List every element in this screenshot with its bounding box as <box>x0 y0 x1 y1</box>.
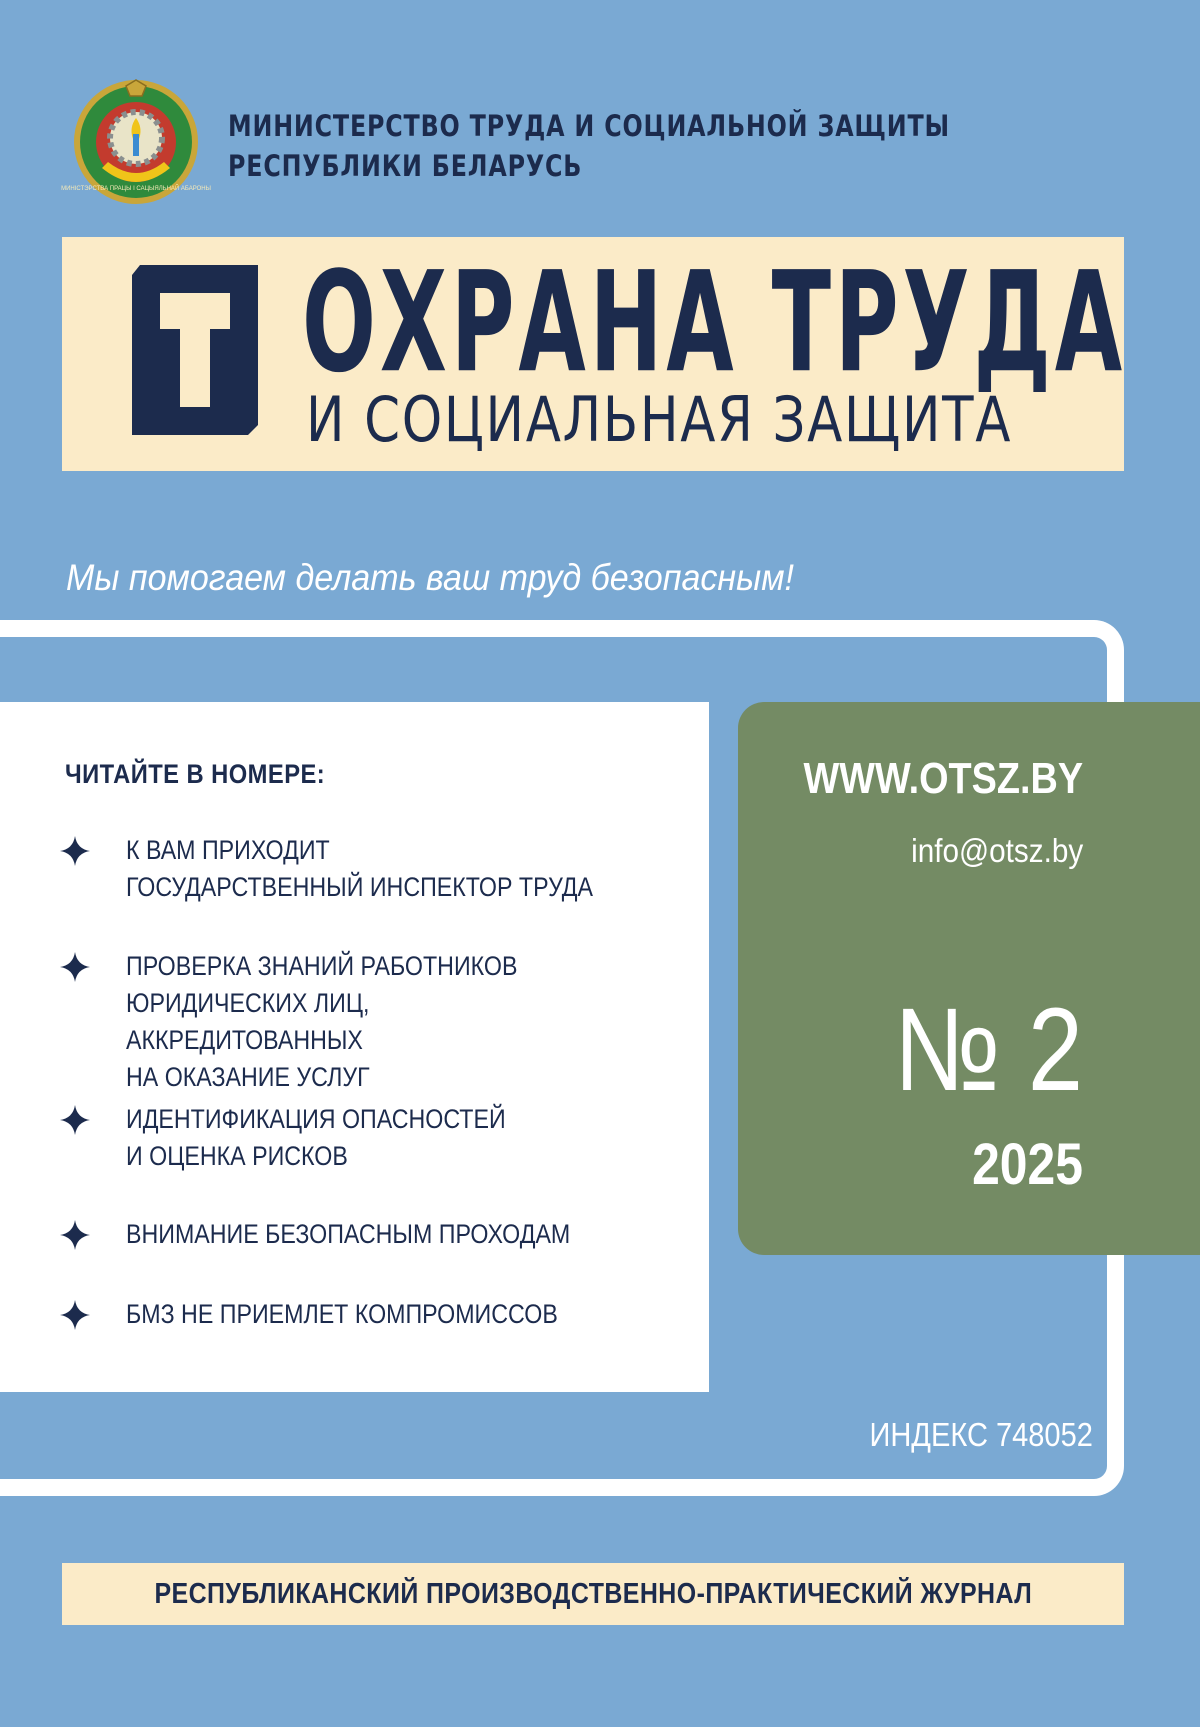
ministry-line-1: МИНИСТЕРСТВО ТРУДА И СОЦИАЛЬНОЙ ЗАЩИТЫ <box>228 109 950 143</box>
contents-heading: ЧИТАЙТЕ В НОМЕРЕ: <box>65 759 326 789</box>
ministry-line-2: РЕСПУБЛИКИ БЕЛАРУСЬ <box>228 149 583 183</box>
journal-title: ОХРАНА ТРУДА <box>302 242 1126 404</box>
issue-panel <box>738 702 1200 1255</box>
footer-bar <box>62 1563 1124 1625</box>
masthead <box>62 237 1124 471</box>
contents-item <box>60 1216 686 1253</box>
ministry-name <box>228 106 950 186</box>
contents-item <box>60 1296 686 1333</box>
svg-text:МИНІСТЭРСТВА ПРАЦЫ І САЦЫЯЛЬНА: МИНІСТЭРСТВА ПРАЦЫ І САЦЫЯЛЬНАЙ АБАРОНЫ <box>61 186 211 192</box>
contents-item-text: К ВАМ ПРИХОДИТ ГОСУДАРСТВЕННЫЙ ИНСПЕКТОР ТРУДА <box>126 835 594 902</box>
t-logo-icon <box>132 265 258 435</box>
contents-item-text: БМЗ НЕ ПРИЕМЛЕТ КОМПРОМИССОВ <box>126 1299 558 1329</box>
contents-item-text: ИДЕНТИФИКАЦИЯ ОПАСНОСТЕЙ И ОЦЕНКА РИСКОВ <box>126 1104 506 1171</box>
issue-year: 2025 <box>972 1132 1083 1197</box>
contents-item-text: ПРОВЕРКА ЗНАНИЙ РАБОТНИКОВ ЮРИДИЧЕСКИХ ЛИЦ, АККРЕДИТОВАННЫХ НА ОКАЗАНИЕ УСЛУГ <box>126 951 518 1092</box>
journal-subtitle: И СОЦИАЛЬНАЯ ЗАЩИТА <box>306 383 1013 456</box>
star-icon <box>60 952 90 982</box>
star-icon <box>60 1220 90 1250</box>
star-icon <box>60 1300 90 1330</box>
star-icon <box>60 836 90 866</box>
slogan: Мы помогаем делать ваш труд безопасным! <box>66 557 794 598</box>
contents-item-text: ВНИМАНИЕ БЕЗОПАСНЫМ ПРОХОДАМ <box>126 1219 571 1249</box>
email-link[interactable]: info@otsz.by <box>910 832 1083 869</box>
subscription-index: ИНДЕКС 748052 <box>869 1416 1093 1453</box>
footer-text: РЕСПУБЛИКАНСКИЙ ПРОИЗВОДСТВЕННО-ПРАКТИЧЕСКИЙ ЖУРНАЛ <box>154 1577 1032 1610</box>
contents-item <box>60 832 686 906</box>
ministry-emblem-icon <box>61 78 211 206</box>
issue-number: № 2 <box>894 984 1083 1116</box>
star-icon <box>60 1105 90 1135</box>
website-link[interactable]: WWW.OTSZ.BY <box>803 754 1083 803</box>
contents-item <box>60 1101 686 1175</box>
contents-panel <box>0 702 709 1392</box>
contents-item <box>60 948 686 1096</box>
